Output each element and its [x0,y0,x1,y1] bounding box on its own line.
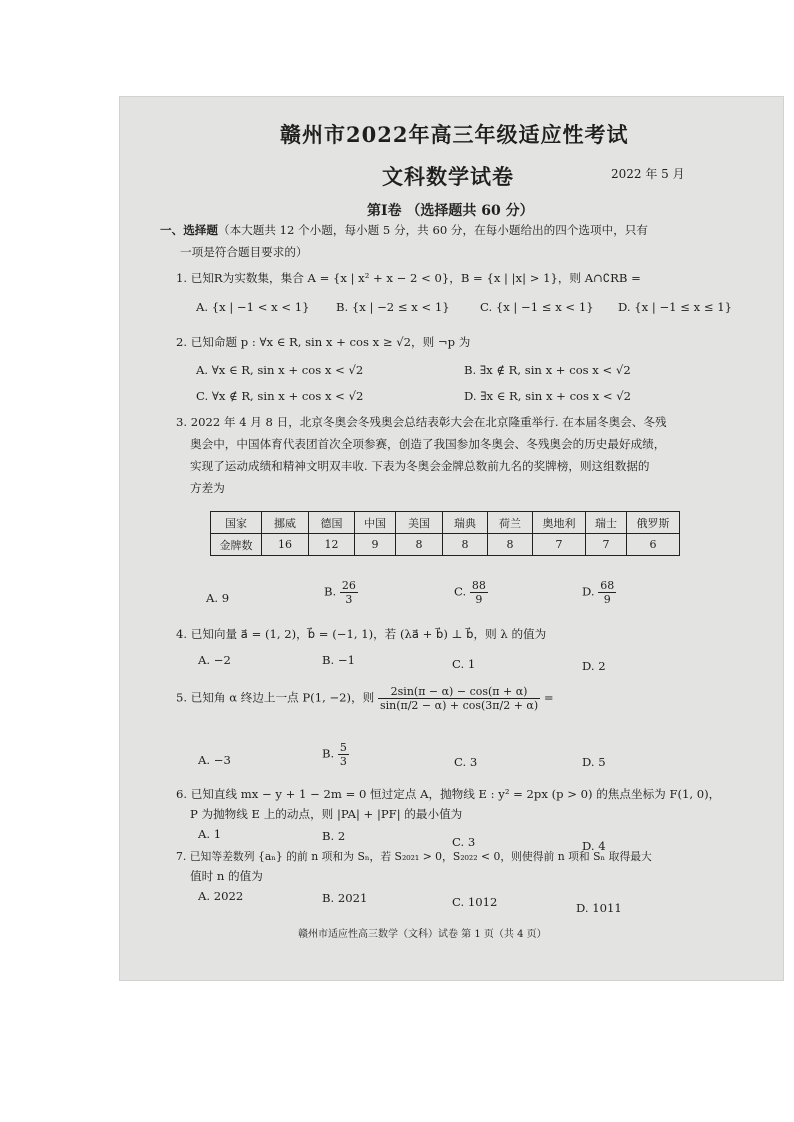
fraction [470,579,488,606]
exam-subtitle: 文科数学试卷 [382,164,514,189]
q7-option-d: D. 1011 [576,901,622,915]
medal-table [210,511,680,556]
q4-option-c: C. 1 [452,657,476,671]
q3-option-d [582,579,616,606]
q3-option-b [324,579,358,606]
question-6-line2: P 为抛物线 E 上的动点，则 |PA| + |PF| 的最小值为 [190,807,463,821]
q5-stem-suffix: = [543,690,554,705]
question-3-line1: 3. 2022 年 4 月 8 日，北京冬奥会冬残奥会总结表彰大会在北京隆重举行. 在本届冬奥会、冬残 [176,415,667,429]
question-3-line3: 实现了运动成绩和精神文明双丰收. 下表为冬奥会金牌总数前九名的奖牌榜，则这组数据的 [190,459,650,473]
table-row-countries [211,512,680,534]
section-instructions [160,223,648,238]
table-cell: 奥地利 [533,512,586,534]
q4-option-d: D. 2 [582,659,606,673]
table-cell: 6 [627,534,680,556]
q7-option-c: C. 1012 [452,895,498,909]
table-cell: 荷兰 [488,512,533,534]
q1-option-a: A. {x | −1 < x < 1} [196,300,310,314]
option-label: B. [322,746,335,761]
question-7-line2: 值时 n 的值为 [190,869,263,883]
q7-option-a: A. 2022 [198,889,244,903]
section-instr-line2: 一项是符合题目要求的） [180,245,308,259]
page-footer: 赣州市适应性高三数学（文科）试卷 第 1 页（共 4 页） [298,929,547,940]
table-header-golds: 金牌数 [211,534,262,556]
fraction-numerator: 2sin(π − α) − cos(π + α) [378,685,540,699]
q1-option-d: D. {x | −1 ≤ x ≤ 1} [618,300,732,314]
q5-option-a: A. −3 [198,753,231,767]
fraction-numerator: 88 [471,579,486,592]
option-label: C. [454,584,467,599]
q2-option-a: A. ∀x ∈ R, sin x + cos x < √2 [196,363,364,377]
q1-option-b: B. {x | −2 ≤ x < 1} [336,300,450,314]
q1-option-c: C. {x | −1 ≤ x < 1} [480,300,594,314]
option-label: D. [582,584,595,599]
exam-date: 2022 年 5 月 [611,167,685,181]
fraction-numerator: 68 [600,579,615,592]
fraction-numerator: 26 [341,579,356,592]
table-cell: 7 [586,534,627,556]
q3-option-a: A. 9 [206,591,230,605]
question-4-stem: 4. 已知向量 a⃗ = (1, 2)，b⃗ = (−1, 1)，若 (λa⃗ + b⃗) ⊥ b⃗，则 λ 的值为 [176,627,547,641]
section-instr-line1: （本大题共 12 个小题，每小题 5 分，共 60 分，在每小题给出的四个选项中，只有 [217,223,648,237]
table-cell: 俄罗斯 [627,512,680,534]
part-heading: 第Ⅰ卷 （选择题共 60 分） [367,203,534,219]
fraction-numerator: 5 [339,741,347,754]
q5-stem-prefix: 5. 已知角 α 终边上一点 P(1, −2)，则 [176,690,375,705]
table-cell: 16 [262,534,309,556]
table-row-golds [211,534,680,556]
q2-option-b: B. ∃x ∉ R, sin x + cos x < √2 [464,363,631,377]
q4-option-a: A. −2 [198,653,231,667]
question-7-line1: 7. 已知等差数列 {aₙ} 的前 n 项和为 Sₙ，若 S₂₀₂₁ > 0，S₂₀₂₂ < 0，则使得前 n 项和 Sₙ 取得最大 [176,850,652,863]
q5-option-c: C. 3 [454,755,478,769]
fraction-denominator: 3 [345,593,353,606]
fraction-denominator: 9 [603,593,611,606]
q6-option-c: C. 3 [452,835,476,849]
table-cell: 瑞士 [586,512,627,534]
fraction [340,579,358,606]
expression-fraction [378,685,540,712]
table-cell: 8 [443,534,488,556]
question-5-stem [176,685,554,712]
q7-option-b: B. 2021 [322,891,368,905]
fraction-denominator: sin(π/2 − α) + cos(3π/2 + α) [379,699,539,712]
fraction-denominator: 9 [475,593,483,606]
table-cell: 7 [533,534,586,556]
table-header-country: 国家 [211,512,262,534]
fraction-denominator: 3 [339,755,347,768]
table-cell: 8 [396,534,443,556]
table-cell: 8 [488,534,533,556]
q3-option-c [454,579,488,606]
q5-option-b [322,741,349,768]
q6-option-d: D. 4 [582,839,606,853]
table-cell: 12 [309,534,355,556]
option-label: B. [324,584,337,599]
table-cell: 中国 [355,512,396,534]
question-2-stem: 2. 已知命题 p : ∀x ∈ R, sin x + cos x ≥ √2，则 ¬p 为 [176,335,471,349]
table-cell: 9 [355,534,396,556]
table-cell: 美国 [396,512,443,534]
question-6-line1: 6. 已知直线 mx − y + 1 − 2m = 0 恒过定点 A，抛物线 E : y² = 2px (p > 0) 的焦点坐标为 F(1, 0)， [176,787,721,801]
q2-option-c: C. ∀x ∉ R, sin x + cos x < √2 [196,389,364,403]
fraction [338,741,349,768]
table-cell: 挪威 [262,512,309,534]
section-heading: 一、选择题 [160,223,218,237]
q6-option-a: A. 1 [198,827,222,841]
q2-option-d: D. ∃x ∈ R, sin x + cos x < √2 [464,389,632,403]
q4-option-b: B. −1 [322,653,355,667]
fraction [598,579,616,606]
question-3-line2: 奥会中，中国体育代表团首次全项参赛，创造了我国参加冬奥会、冬残奥会的历史最好成绩， [190,437,666,451]
exam-title: 赣州市2022年高三年级适应性考试 [280,122,629,147]
question-3-line4: 方差为 [190,481,225,495]
table-cell: 瑞典 [443,512,488,534]
table-cell: 德国 [309,512,355,534]
question-1-stem: 1. 已知R为实数集，集合 A = {x | x² + x − 2 < 0}，B = {x | |x| > 1}，则 A∩∁RB = [176,271,641,285]
exam-paper [120,97,783,980]
q6-option-b: B. 2 [322,829,346,843]
q5-option-d: D. 5 [582,755,606,769]
